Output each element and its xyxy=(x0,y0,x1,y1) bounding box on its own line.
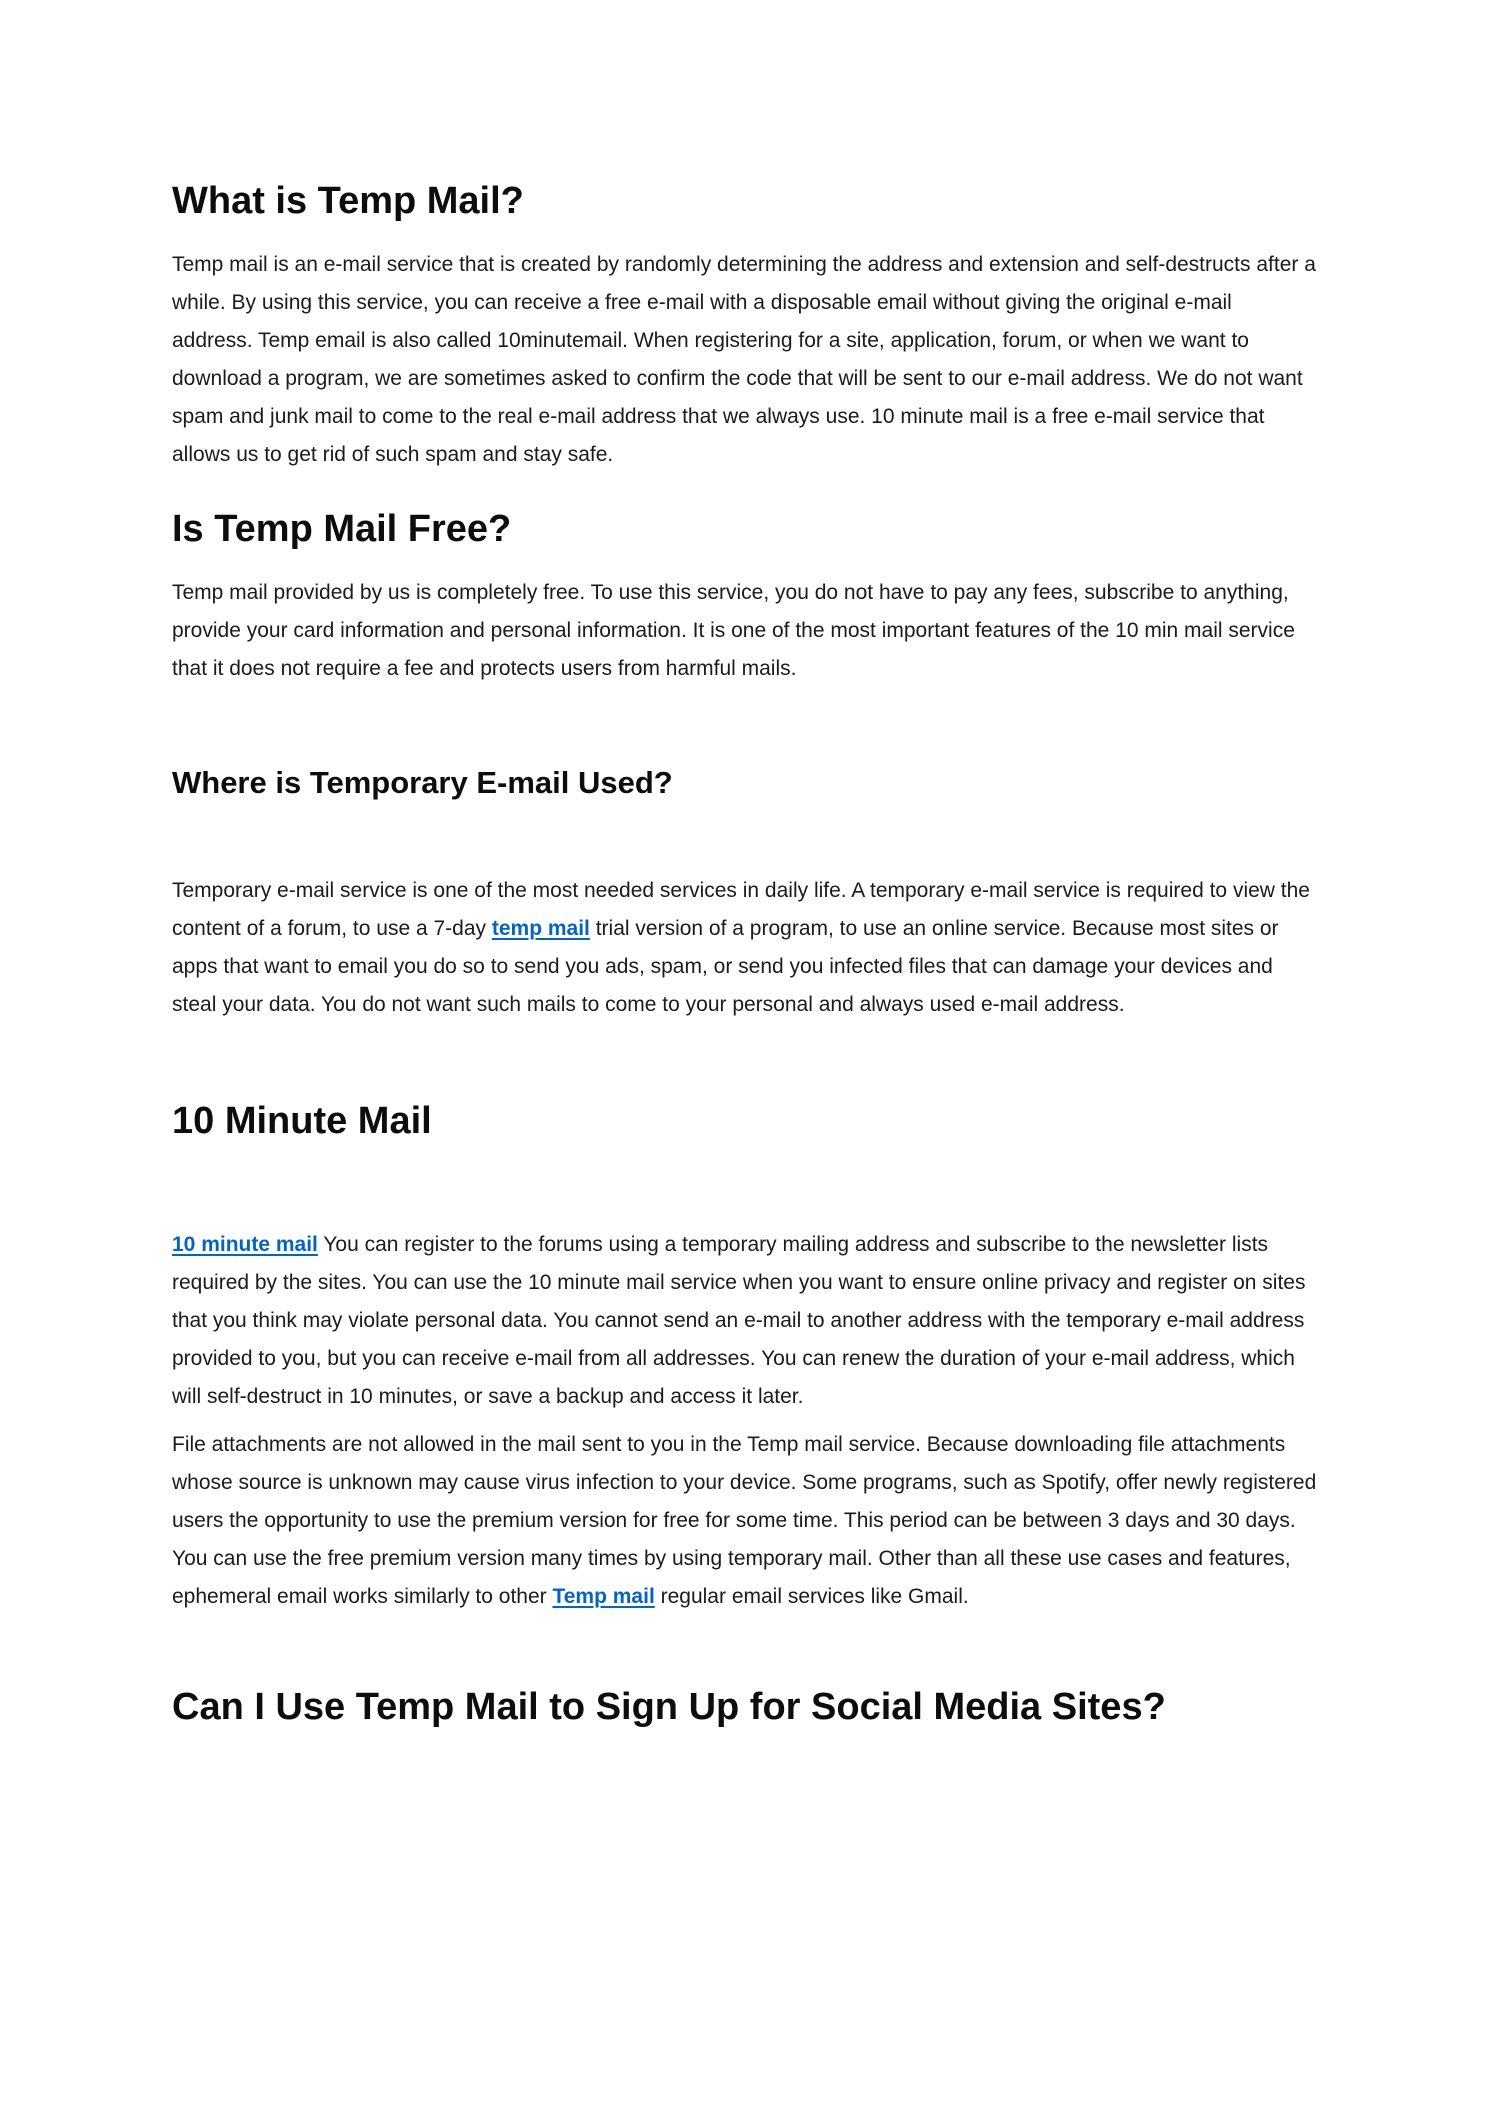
paragraph-10-minute-mail-1 xyxy=(172,1226,1318,1416)
paragraph-text-before-link: Temporary e-mail service is one of the most needed services in daily life. A temporary e-mail service is required to view the content of a forum, to use a 7-day xyxy=(172,879,1310,940)
paragraph-text-after-link: trial version of a program, to use an online service. Because most sites or apps that want to email you do so to send you ads, spam, or send you infected files that can damage your devices and steal your data. You do not want such mails to come to your personal and always used e-mail address. xyxy=(172,917,1279,1016)
temp-mail-hyperlink-2[interactable]: Temp mail xyxy=(552,1585,655,1608)
ten-minute-mail-hyperlink[interactable]: 10 minute mail xyxy=(172,1233,318,1256)
paragraph-10-minute-mail-2 xyxy=(172,1426,1318,1616)
paragraph-text-before-link: File attachments are not allowed in the mail sent to you in the Temp mail service. Because downloading file attachments whose source is unknown may cause virus infection to your device. Some programs, such as Spotify, offer newly registered users the opportunity to use the premium version for free for some time. This period can be between 3 days and 30 days. You can use the free premium version many times by using temporary mail. Other than all these use cases and features, ephemeral email works similarly to other xyxy=(172,1433,1317,1608)
paragraph-text-after-link: You can register to the forums using a temporary mailing address and subscribe to the newsletter lists required by the sites. You can use the 10 minute mail service when you want to ensure online privacy and register on sites that you think may violate personal data. You cannot send an e-mail to another address with the temporary e-mail address provided to you, but you can receive e-mail from all addresses. You can renew the duration of your e-mail address, which will self-destruct in 10 minutes, or save a backup and access it later. xyxy=(172,1233,1306,1408)
paragraph-where-is-temporary-email-used xyxy=(172,872,1318,1024)
heading-can-i-use-temp-mail-social-media: Can I Use Temp Mail to Sign Up for Social Media Sites? xyxy=(172,1686,1166,1728)
temp-mail-hyperlink[interactable]: temp mail xyxy=(491,917,590,940)
paragraph-text-after-link: regular email services like Gmail. xyxy=(654,1585,969,1608)
heading-is-temp-mail-free: Is Temp Mail Free? xyxy=(172,508,512,550)
paragraph-what-is-temp-mail: Temp mail is an e-mail service that is created by randomly determining the address and extension and self-destructs after a while. By using this service, you can receive a free e-mail with a disposable email without giving the original e-mail address. Temp email is also called 10minutemail. When registering for a site, application, forum, or when we want to download a program, we are sometimes asked to confirm the code that will be sent to our e-mail address. We do not want spam and junk mail to come to the real e-mail address that we always use. 10 minute mail is a free e-mail service that allows us to get rid of such spam and stay safe. xyxy=(172,253,1316,466)
heading-10-minute-mail: 10 Minute Mail xyxy=(172,1100,432,1142)
heading-what-is-temp-mail: What is Temp Mail? xyxy=(172,180,524,222)
heading-where-is-temporary-email-used: Where is Temporary E-mail Used? xyxy=(172,765,673,800)
paragraph-is-temp-mail-free: Temp mail provided by us is completely free. To use this service, you do not have to pay any fees, subscribe to anything, provide your card information and personal information. It is one of the most important features of the 10 min mail service that it does not require a fee and protects users from harmful mails. xyxy=(172,581,1295,680)
